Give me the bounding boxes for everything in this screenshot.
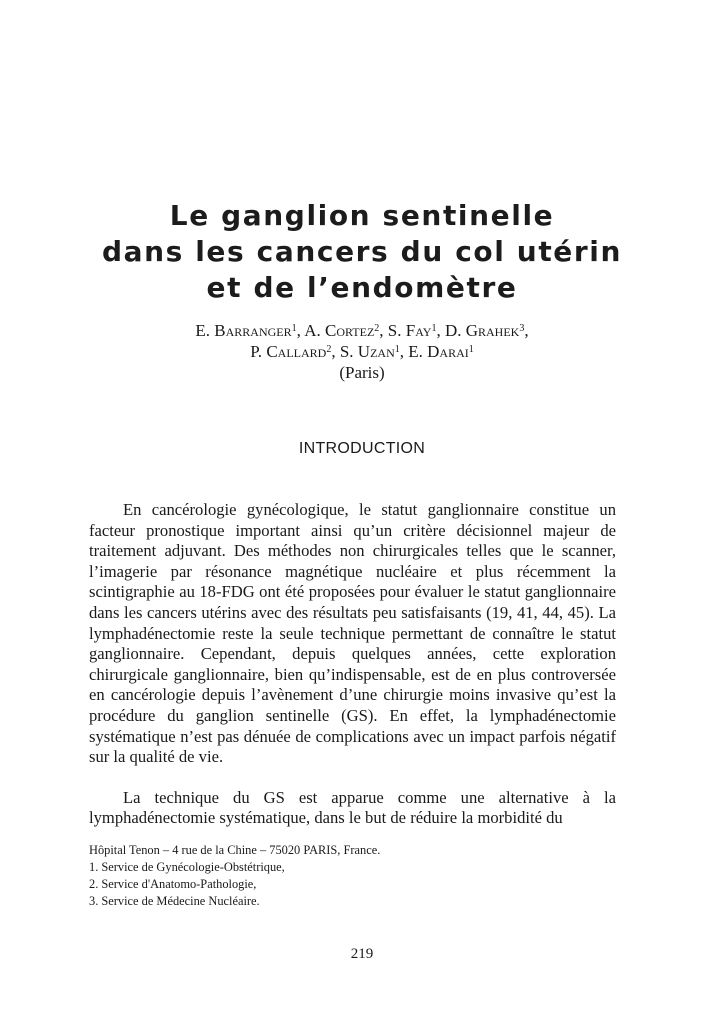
footnote: 2. Service d'Anatomo-Pathologie,	[89, 877, 257, 891]
title-line: dans les cancers du col utérin	[101, 235, 623, 268]
author-location: (Paris)	[339, 363, 385, 382]
footnote-affiliation: Hôpital Tenon – 4 rue de la Chine – 75020 PARIS, France.	[89, 843, 381, 857]
author: A. Cortez$^2$	[304, 321, 380, 340]
paragraph: En cancérologie gynécologique, le statut ganglionnaire constitue un facteur pronostique important ainsi qu’un critère décisionnel majeur de traitement adjuvant. Des méthodes non chirurgicales telles que le scanner, l’imagerie par résonance magnétique nucléaire et plus récemment la scintigraphie au 18-FDG ont été proposées pour évaluer le statut ganglionnaire dans les cancers utérins avec des résultats peu satisfaisants (19, 41, 44, 45). La lymphadénectomie reste la seule technique permettant de connaître le statut ganglionnaire. Cependant, depuis quelques années, cette exploration chirurgicale ganglionnaire, bien qu’indispensable, est de en plus controversée en cancérologie depuis l’avènement d’une chirurgie moins invasive qu’est la procédure du ganglion sentinelle (GS). En effet, la lymphadénectomie systématique n’est pas dénuée de complications avec un impact parfois négatif sur la qualité de vie.	[89, 500, 616, 767]
author: P. Callard$^2$	[250, 342, 332, 361]
title-line: Le ganglion sentinelle	[169, 199, 555, 232]
author: E. Barranger$^1$	[195, 321, 297, 340]
author: S. Fay$^1$	[387, 321, 437, 340]
footnote: 3. Service de Médecine Nucléaire.	[89, 894, 260, 908]
author: D. Grahek$^3$	[444, 321, 525, 340]
author-block	[0, 320, 724, 383]
author: E. Darai$^1$	[408, 342, 474, 361]
footnote: 1. Service de Gynécologie-Obstétrique,	[89, 860, 285, 874]
paragraph: La technique du GS est apparue comme une alternative à la lymphadénectomie systématique, dans le but de réduire la morbidité du	[89, 787, 616, 828]
body-text	[89, 500, 616, 829]
section-heading: INTRODUCTION	[298, 440, 426, 457]
article-title	[0, 198, 724, 306]
title-line: et de l’endomètre	[206, 271, 518, 304]
author-line: P. Callard$^2$, S. Uzan$^1$, E. Darai$^1$	[250, 342, 474, 361]
author: S. Uzan$^1$	[339, 342, 400, 361]
page-number: 219	[350, 946, 374, 962]
footnotes	[89, 842, 629, 910]
author-line: E. Barranger$^1$, A. Cortez$^2$, S. Fay$^1$, D. Grahek$^3$,	[195, 321, 529, 340]
